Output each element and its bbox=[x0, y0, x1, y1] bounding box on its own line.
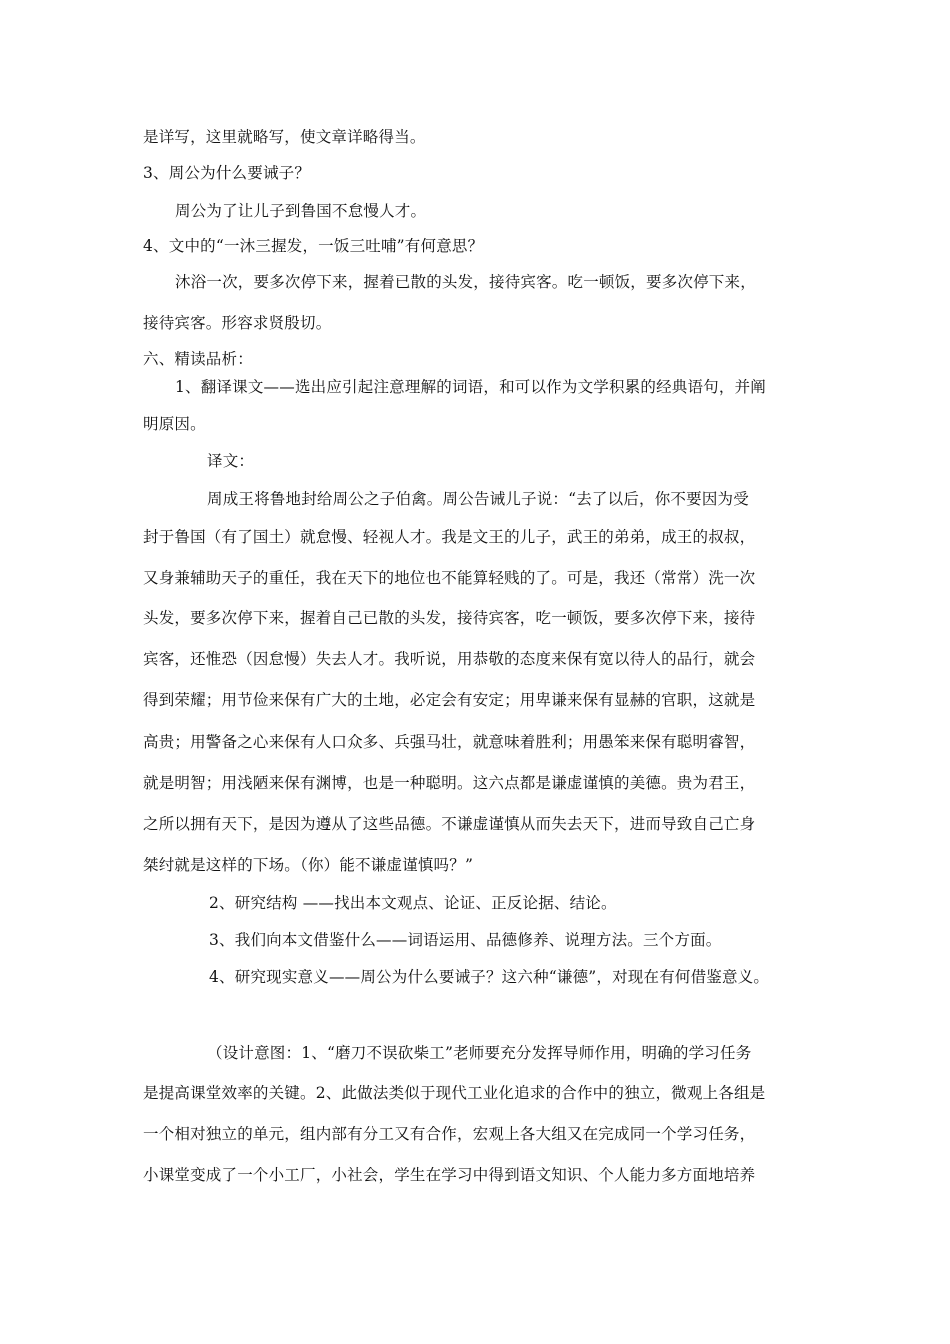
text-line: 封于鲁国（有了国土）就怠慢、轻视人才。我是文王的儿子，武王的弟弟，成王的叔叔， bbox=[143, 528, 756, 546]
text-line: 4、研究现实意义——周公为什么要诫子？这六种“谦德”，对现在有何借鉴意义。 bbox=[209, 968, 770, 986]
text-line: 之所以拥有天下，是因为遵从了这些品德。不谦虚谨慎从而失去天下，进而导致自己亡身 bbox=[143, 815, 756, 833]
text-line: 周成王将鲁地封给周公之子伯禽。周公告诫儿子说：“去了以后，你不要因为受 bbox=[207, 490, 749, 508]
text-line: 1、翻译课文——选出应引起注意理解的词语，和可以作为文学积累的经典语句，并阐 bbox=[175, 378, 766, 396]
text-line: 头发，要多次停下来，握着自己已散的头发，接待宾客，吃一顿饭，要多次停下来，接待 bbox=[143, 609, 756, 627]
text-line: 又身兼辅助天子的重任，我在天下的地位也不能算轻贱的了。可是，我还（常常）洗一次 bbox=[143, 569, 756, 587]
text-line: 是详写，这里就略写，使文章详略得当。 bbox=[143, 128, 426, 146]
text-line: 六、精读品析： bbox=[143, 350, 253, 368]
text-line: 小课堂变成了一个小工厂，小社会，学生在学习中得到语文知识、个人能力多方面地培养 bbox=[143, 1166, 756, 1184]
text-line: 4、文中的“一沐三握发，一饭三吐哺”有何意思？ bbox=[143, 237, 484, 255]
text-line: 是提高课堂效率的关键。2、此做法类似于现代工业化追求的合作中的独立，微观上各组是 bbox=[143, 1084, 766, 1102]
text-line: （设计意图：1、“磨刀不误砍柴工”老师要充分发挥导师作用，明确的学习任务 bbox=[207, 1044, 752, 1062]
text-line: 3、我们向本文借鉴什么——词语运用、品德修养、说理方法。三个方面。 bbox=[209, 931, 722, 949]
text-line: 一个相对独立的单元，组内部有分工又有合作，宏观上各大组又在完成同一个学习任务， bbox=[143, 1125, 756, 1143]
text-line: 桀纣就是这样的下场。（你）能不谦虚谨慎吗？” bbox=[143, 856, 474, 874]
text-line: 3、周公为什么要诫子？ bbox=[143, 164, 311, 182]
text-line: 沐浴一次，要多次停下来，握着已散的头发，接待宾客。吃一顿饭，要多次停下来， bbox=[175, 273, 756, 291]
text-line: 就是明智；用浅陋来保有渊博，也是一种聪明。这六点都是谦虚谨慎的美德。贵为君王， bbox=[143, 774, 756, 792]
text-line: 高贵；用警备之心来保有人口众多、兵强马壮，就意味着胜利；用愚笨来保有聪明睿智， bbox=[143, 733, 756, 751]
text-line: 2、研究结构 ——找出本文观点、论证、正反论据、结论。 bbox=[209, 894, 617, 912]
text-line: 宾客，还惟恐（因怠慢）失去人才。我听说，用恭敬的态度来保有宽以待人的品行，就会 bbox=[143, 650, 756, 668]
text-line: 接待宾客。形容求贤殷切。 bbox=[143, 314, 332, 332]
text-line: 明原因。 bbox=[143, 415, 206, 433]
text-line: 周公为了让儿子到鲁国不怠慢人才。 bbox=[175, 202, 427, 220]
text-line: 得到荣耀；用节俭来保有广大的土地，必定会有安定；用卑谦来保有显赫的官职，这就是 bbox=[143, 691, 756, 709]
text-line: 译文： bbox=[207, 452, 255, 470]
